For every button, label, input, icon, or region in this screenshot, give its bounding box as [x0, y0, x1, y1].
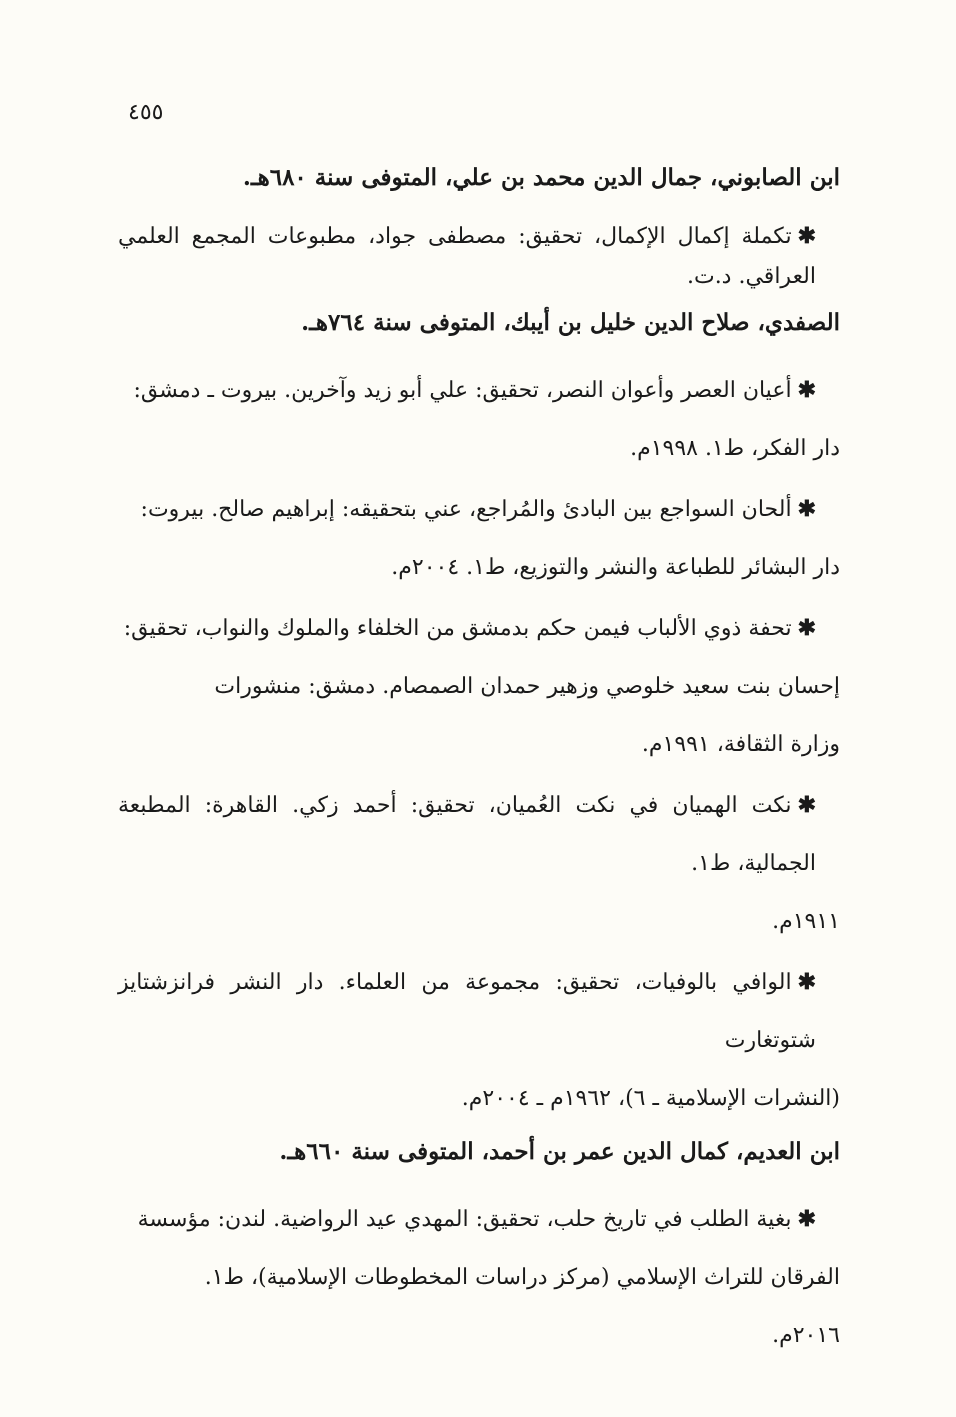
entry-text: ألحان السواجع بين البادئ والمُراجع، عني بتحقيقه: إبراهيم صالح. بيروت: — [140, 497, 792, 522]
entry-line — [118, 599, 840, 658]
author-heading: الصفدي، صلاح الدين خليل بن أيبك، المتوفى سنة ٧٦٤هـ. — [301, 309, 840, 336]
entry-text: أعيان العصر وأعوان النصر، تحقيق: علي أبو زيد وآخرين. بيروت ـ دمشق: — [133, 378, 792, 403]
bibliography-entry — [118, 599, 840, 774]
entry-text: تحفة ذوي الألباب فيمن حكم بدمشق من الخلفاء والملوك والنواب، تحقيق: — [123, 616, 792, 641]
entry-line: ٢٠١٦م. — [772, 1323, 840, 1348]
entry-line: دار الفكر، ط١. ١٩٩٨م. — [630, 436, 840, 461]
entry-line: ١٩١١م. — [772, 909, 840, 934]
bullet-icon: ✱ — [797, 496, 816, 522]
bibliography-entry — [118, 216, 840, 297]
bullet-icon: ✱ — [797, 792, 816, 818]
author-heading: ابن الصابوني، جمال الدين محمد بن علي، المتوفى سنة ٦٨٠هـ. — [242, 164, 840, 191]
entry-line — [118, 1190, 840, 1249]
bibliography-entry — [118, 1190, 840, 1365]
entry-text: بغية الطلب في تاريخ حلب، تحقيق: المهدي عيد الرواضية. لندن: مؤسسة — [137, 1207, 792, 1232]
bibliography-entry — [118, 361, 840, 478]
entry-text: نكت الهميان في نكت العُميان، تحقيق: أحمد زكي. القاهرة: المطبعة الجمالية، ط١. — [118, 793, 816, 876]
entry-line: الفرقان للتراث الإسلامي (مركز دراسات المخطوطات الإسلامية)، ط١. — [204, 1265, 840, 1290]
entry-line — [118, 776, 840, 893]
entry-text: الوافي بالوفيات، تحقيق: مجموعة من العلماء. دار النشر فرانزشتايز شتوتغارت — [118, 970, 816, 1053]
bibliography-entry — [118, 953, 840, 1128]
entry-line: إحسان بنت سعيد خلوصي وزهير حمدان الصمصام. دمشق: منشورات — [214, 674, 840, 699]
entry-line: (النشرات الإسلامية ـ ٦)، ١٩٦٢م ـ ٢٠٠٤م. — [461, 1086, 840, 1111]
entry-line: دار البشائر للطباعة والنشر والتوزيع، ط١. ٢٠٠٤م. — [391, 555, 840, 580]
bullet-icon: ✱ — [797, 377, 816, 403]
bibliography-entry — [118, 776, 840, 951]
author-heading: ابن العديم، كمال الدين عمر بن أحمد، المتوفى سنة ٦٦٠هـ. — [279, 1138, 840, 1165]
entry-text: تكملة إكمال الإكمال، تحقيق: مصطفى جواد، مطبوعات المجمع العلمي العراقي. د.ت. — [118, 224, 816, 289]
entry-line: وزارة الثقافة، ١٩٩١م. — [641, 732, 840, 757]
bullet-icon: ✱ — [797, 223, 816, 249]
entry-line — [118, 361, 840, 420]
bibliography-content — [118, 160, 840, 1367]
page-number: ٤٥٥ — [128, 100, 164, 125]
entry-line — [118, 480, 840, 539]
bullet-icon: ✱ — [797, 969, 816, 995]
bullet-icon: ✱ — [797, 1206, 816, 1232]
entry-line — [118, 953, 840, 1070]
bibliography-entry — [118, 480, 840, 597]
entry-line — [118, 216, 840, 297]
bullet-icon: ✱ — [797, 615, 816, 641]
